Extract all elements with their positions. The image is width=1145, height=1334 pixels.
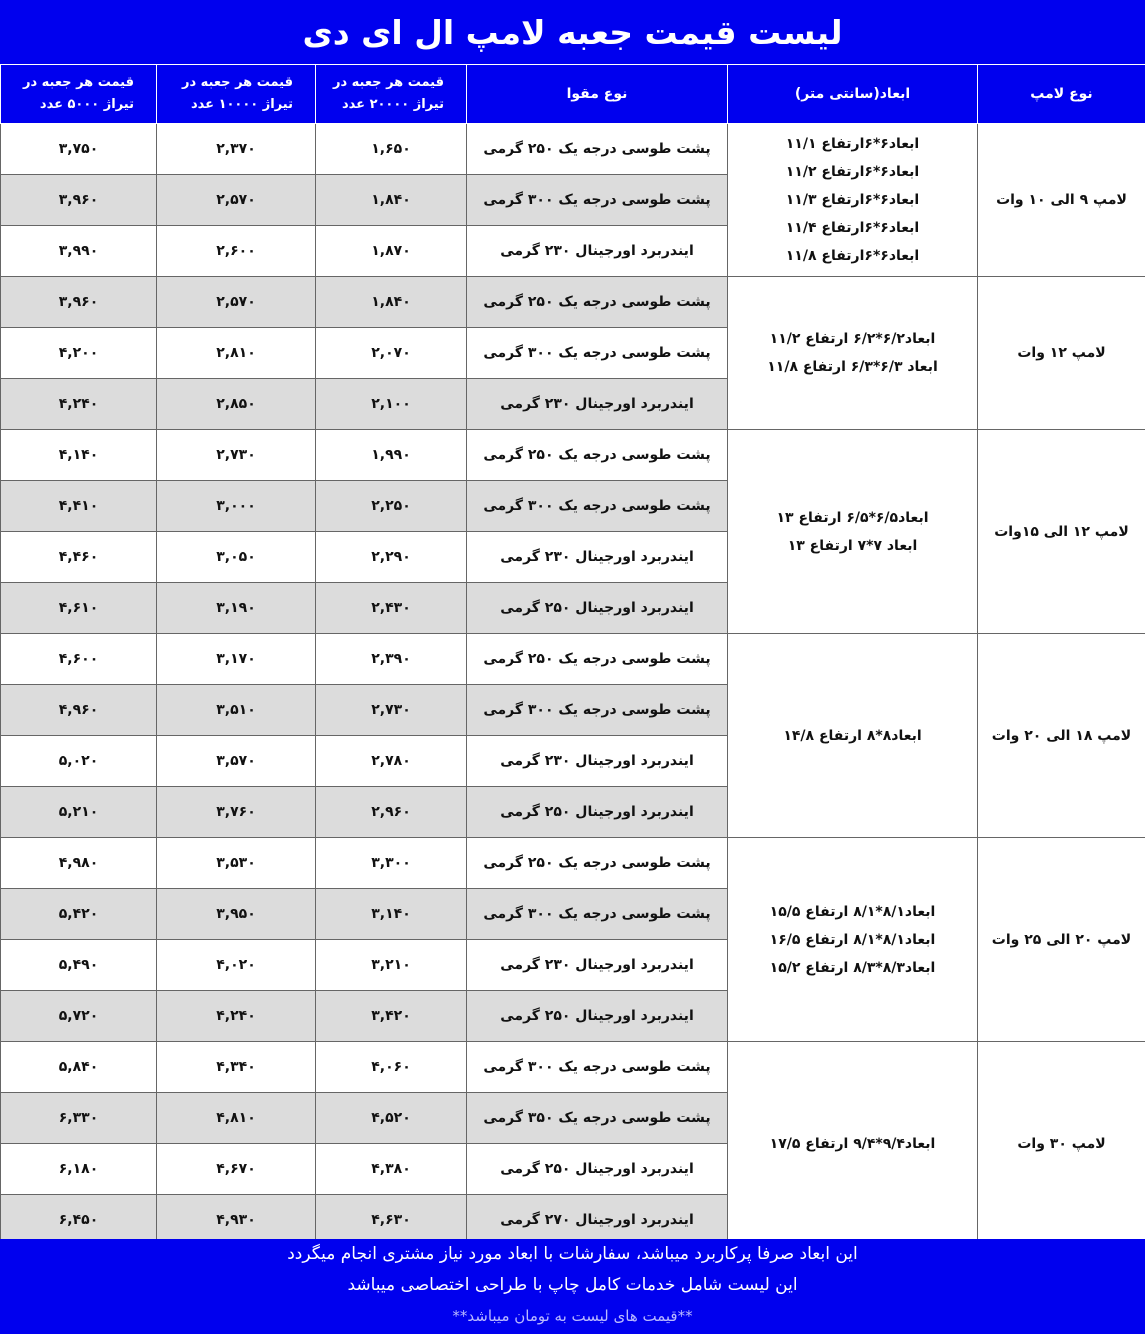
dimension-line: ابعاد۶*۶ارتفاع ۱۱/۲: [785, 164, 920, 180]
price-10000-cell: ۴,۹۳۰: [157, 1195, 316, 1246]
price-20000-cell: ۱,۹۹۰: [316, 430, 467, 481]
header-dimensions: ابعاد(سانتی متر): [728, 65, 978, 124]
footer-note-1: این ابعاد صرفا پرکاربرد میباشد، سفارشات با ابعاد مورد نیاز مشتری انجام میگردد: [287, 1244, 858, 1264]
material-cell: پشت طوسی درجه یک ۳۰۰ گرمی: [467, 328, 728, 379]
price-10000-cell: ۳,۰۵۰: [157, 532, 316, 583]
material-cell: ایندربرد اورجینال ۲۳۰ گرمی: [467, 940, 728, 991]
material-cell: پشت طوسی درجه یک ۲۵۰ گرمی: [467, 430, 728, 481]
price-10000-cell: ۴,۳۴۰: [157, 1042, 316, 1093]
dimensions-cell: [728, 1042, 978, 1246]
table-row: [1, 1042, 1145, 1093]
price-10000-cell: ۲,۸۵۰: [157, 379, 316, 430]
price-10000-cell: ۳,۱۹۰: [157, 583, 316, 634]
material-cell: ایندربرد اورجینال ۲۳۰ گرمی: [467, 532, 728, 583]
footer-note-currency: **قیمت های لیست به تومان میباشد**: [452, 1307, 693, 1325]
header-price-20000: قیمت هر جعبه در تیراژ ۲۰۰۰۰ عدد: [316, 65, 467, 124]
price-5000-cell: ۴,۱۴۰: [1, 430, 157, 481]
price-table: [0, 64, 1145, 1246]
material-cell: ایندربرد اورجینال ۲۵۰ گرمی: [467, 991, 728, 1042]
price-5000-cell: ۵,۷۲۰: [1, 991, 157, 1042]
material-cell: ایندربرد اورجینال ۲۵۰ گرمی: [467, 787, 728, 838]
price-5000-cell: ۵,۰۲۰: [1, 736, 157, 787]
dimension-line: ابعاد ۶/۳*۶/۳ ارتفاع ۱۱/۸: [767, 359, 938, 375]
price-20000-cell: ۳,۲۱۰: [316, 940, 467, 991]
price-10000-cell: ۴,۶۷۰: [157, 1144, 316, 1195]
price-10000-cell: ۳,۷۶۰: [157, 787, 316, 838]
price-20000-cell: ۲,۱۰۰: [316, 379, 467, 430]
table-row: [1, 634, 1145, 685]
material-cell: پشت طوسی درجه یک ۲۵۰ گرمی: [467, 634, 728, 685]
table-header-row: [1, 65, 1145, 124]
price-20000-cell: ۴,۵۲۰: [316, 1093, 467, 1144]
table-row: [1, 838, 1145, 889]
price-5000-cell: ۵,۴۹۰: [1, 940, 157, 991]
dimensions-cell: [728, 838, 978, 1042]
table-row: [1, 124, 1145, 175]
dimension-line: ابعاد۸/۳*۸/۳ ارتفاع ۱۵/۲: [769, 959, 936, 976]
material-cell: پشت طوسی درجه یک ۲۵۰ گرمی: [467, 838, 728, 889]
price-5000-cell: ۶,۱۸۰: [1, 1144, 157, 1195]
price-10000-cell: ۳,۱۷۰: [157, 634, 316, 685]
price-10000-cell: ۲,۵۷۰: [157, 175, 316, 226]
table-row: [1, 277, 1145, 328]
material-cell: ایندربرد اورجینال ۲۳۰ گرمی: [467, 736, 728, 787]
dimension-line: ابعاد۸/۱*۸/۱ ارتفاع ۱۵/۵: [769, 903, 936, 920]
price-5000-cell: ۴,۶۰۰: [1, 634, 157, 685]
table-body: [1, 124, 1145, 1246]
price-10000-cell: ۳,۹۵۰: [157, 889, 316, 940]
price-20000-cell: ۲,۲۵۰: [316, 481, 467, 532]
material-cell: پشت طوسی درجه یک ۳۰۰ گرمی: [467, 685, 728, 736]
material-cell: پشت طوسی درجه یک ۳۰۰ گرمی: [467, 1042, 728, 1093]
price-10000-cell: ۳,۰۰۰: [157, 481, 316, 532]
price-20000-cell: ۴,۶۳۰: [316, 1195, 467, 1246]
price-20000-cell: ۲,۳۹۰: [316, 634, 467, 685]
material-cell: پشت طوسی درجه یک ۲۵۰ گرمی: [467, 124, 728, 175]
price-5000-cell: ۵,۸۴۰: [1, 1042, 157, 1093]
price-10000-cell: ۲,۸۱۰: [157, 328, 316, 379]
price-10000-cell: ۳,۵۷۰: [157, 736, 316, 787]
price-10000-cell: ۳,۵۳۰: [157, 838, 316, 889]
price-20000-cell: ۱,۸۴۰: [316, 175, 467, 226]
material-cell: ایندربرد اورجینال ۲۵۰ گرمی: [467, 1144, 728, 1195]
price-20000-cell: ۲,۲۹۰: [316, 532, 467, 583]
dimension-line: ابعاد۹/۴*۹/۴ ارتفاع ۱۷/۵: [769, 1135, 936, 1152]
lamp-type-cell: لامپ ۹ الی ۱۰ وات: [978, 124, 1145, 277]
material-cell: پشت طوسی درجه یک ۳۰۰ گرمی: [467, 175, 728, 226]
lamp-type-cell: لامپ ۱۲ الی ۱۵وات: [978, 430, 1145, 634]
table-row: [1, 430, 1145, 481]
price-20000-cell: ۳,۱۴۰: [316, 889, 467, 940]
dimensions-cell: [728, 430, 978, 634]
lamp-type-cell: لامپ ۲۰ الی ۲۵ وات: [978, 838, 1145, 1042]
dimension-line: ابعاد۶*۶ارتفاع ۱۱/۴: [785, 220, 920, 236]
header-price-10000: قیمت هر جعبه در تیراژ ۱۰۰۰۰ عدد: [157, 65, 316, 124]
lamp-type-cell: لامپ ۳۰ وات: [978, 1042, 1145, 1246]
price-5000-cell: ۶,۴۵۰: [1, 1195, 157, 1246]
header-lamp-type: نوع لامپ: [978, 65, 1145, 124]
price-5000-cell: ۶,۳۳۰: [1, 1093, 157, 1144]
price-5000-cell: ۴,۹۶۰: [1, 685, 157, 736]
price-20000-cell: ۲,۹۶۰: [316, 787, 467, 838]
price-5000-cell: ۳,۹۹۰: [1, 226, 157, 277]
price-5000-cell: ۵,۲۱۰: [1, 787, 157, 838]
material-cell: ایندربرد اورجینال ۲۷۰ گرمی: [467, 1195, 728, 1246]
price-5000-cell: ۳,۹۶۰: [1, 277, 157, 328]
header-material: نوع مقوا: [467, 65, 728, 124]
price-5000-cell: ۵,۴۲۰: [1, 889, 157, 940]
page-title: لیست قیمت جعبه لامپ ال ای دی: [0, 0, 1145, 64]
dimensions-cell: [728, 634, 978, 838]
dimensions-cell: [728, 277, 978, 430]
price-10000-cell: ۲,۶۰۰: [157, 226, 316, 277]
dimension-line: ابعاد ۷*۷ ارتفاع ۱۳: [787, 537, 918, 554]
price-10000-cell: ۳,۵۱۰: [157, 685, 316, 736]
price-20000-cell: ۱,۸۴۰: [316, 277, 467, 328]
header-price-5000: قیمت هر جعبه در تیراژ ۵۰۰۰ عدد: [1, 65, 157, 124]
price-10000-cell: ۴,۰۲۰: [157, 940, 316, 991]
price-20000-cell: ۱,۸۷۰: [316, 226, 467, 277]
price-20000-cell: ۳,۴۲۰: [316, 991, 467, 1042]
footer-note-2: این لیست شامل خدمات کامل چاپ با طراحی اختصاصی میباشد: [347, 1275, 798, 1295]
material-cell: ایندربرد اورجینال ۲۵۰ گرمی: [467, 583, 728, 634]
price-20000-cell: ۱,۶۵۰: [316, 124, 467, 175]
price-10000-cell: ۲,۷۳۰: [157, 430, 316, 481]
price-20000-cell: ۴,۰۶۰: [316, 1042, 467, 1093]
dimension-line: ابعاد۶*۶ارتفاع ۱۱/۸: [785, 248, 920, 264]
price-10000-cell: ۴,۸۱۰: [157, 1093, 316, 1144]
price-20000-cell: ۲,۷۸۰: [316, 736, 467, 787]
price-20000-cell: ۲,۷۳۰: [316, 685, 467, 736]
price-5000-cell: ۴,۲۰۰: [1, 328, 157, 379]
dimension-line: ابعاد۶/۲*۶/۲ ارتفاع ۱۱/۲: [769, 331, 936, 347]
material-cell: پشت طوسی درجه یک ۳۵۰ گرمی: [467, 1093, 728, 1144]
price-20000-cell: ۴,۳۸۰: [316, 1144, 467, 1195]
footer-notes: [0, 1239, 1145, 1334]
material-cell: ایندربرد اورجینال ۲۳۰ گرمی: [467, 226, 728, 277]
price-5000-cell: ۴,۲۴۰: [1, 379, 157, 430]
lamp-type-cell: لامپ ۱۸ الی ۲۰ وات: [978, 634, 1145, 838]
dimension-line: ابعاد۶/۵*۶/۵ ارتفاع ۱۳: [776, 509, 929, 526]
price-20000-cell: ۳,۳۰۰: [316, 838, 467, 889]
price-10000-cell: ۲,۳۷۰: [157, 124, 316, 175]
price-20000-cell: ۲,۴۳۰: [316, 583, 467, 634]
price-5000-cell: ۳,۷۵۰: [1, 124, 157, 175]
price-5000-cell: ۴,۴۱۰: [1, 481, 157, 532]
material-cell: پشت طوسی درجه یک ۳۰۰ گرمی: [467, 481, 728, 532]
price-5000-cell: ۳,۹۶۰: [1, 175, 157, 226]
price-5000-cell: ۴,۶۱۰: [1, 583, 157, 634]
price-5000-cell: ۴,۴۶۰: [1, 532, 157, 583]
dimensions-cell: [728, 124, 978, 277]
dimension-line: ابعاد۶*۶ارتفاع ۱۱/۱: [785, 136, 920, 152]
price-10000-cell: ۴,۲۴۰: [157, 991, 316, 1042]
price-5000-cell: ۴,۹۸۰: [1, 838, 157, 889]
dimension-line: ابعاد۸*۸ ارتفاع ۱۴/۸: [783, 727, 922, 744]
material-cell: پشت طوسی درجه یک ۳۰۰ گرمی: [467, 889, 728, 940]
lamp-type-cell: لامپ ۱۲ وات: [978, 277, 1145, 430]
price-20000-cell: ۲,۰۷۰: [316, 328, 467, 379]
material-cell: ایندربرد اورجینال ۲۳۰ گرمی: [467, 379, 728, 430]
dimension-line: ابعاد۸/۱*۸/۱ ارتفاع ۱۶/۵: [769, 931, 936, 948]
price-10000-cell: ۲,۵۷۰: [157, 277, 316, 328]
dimension-line: ابعاد۶*۶ارتفاع ۱۱/۳: [785, 192, 920, 208]
material-cell: پشت طوسی درجه یک ۲۵۰ گرمی: [467, 277, 728, 328]
